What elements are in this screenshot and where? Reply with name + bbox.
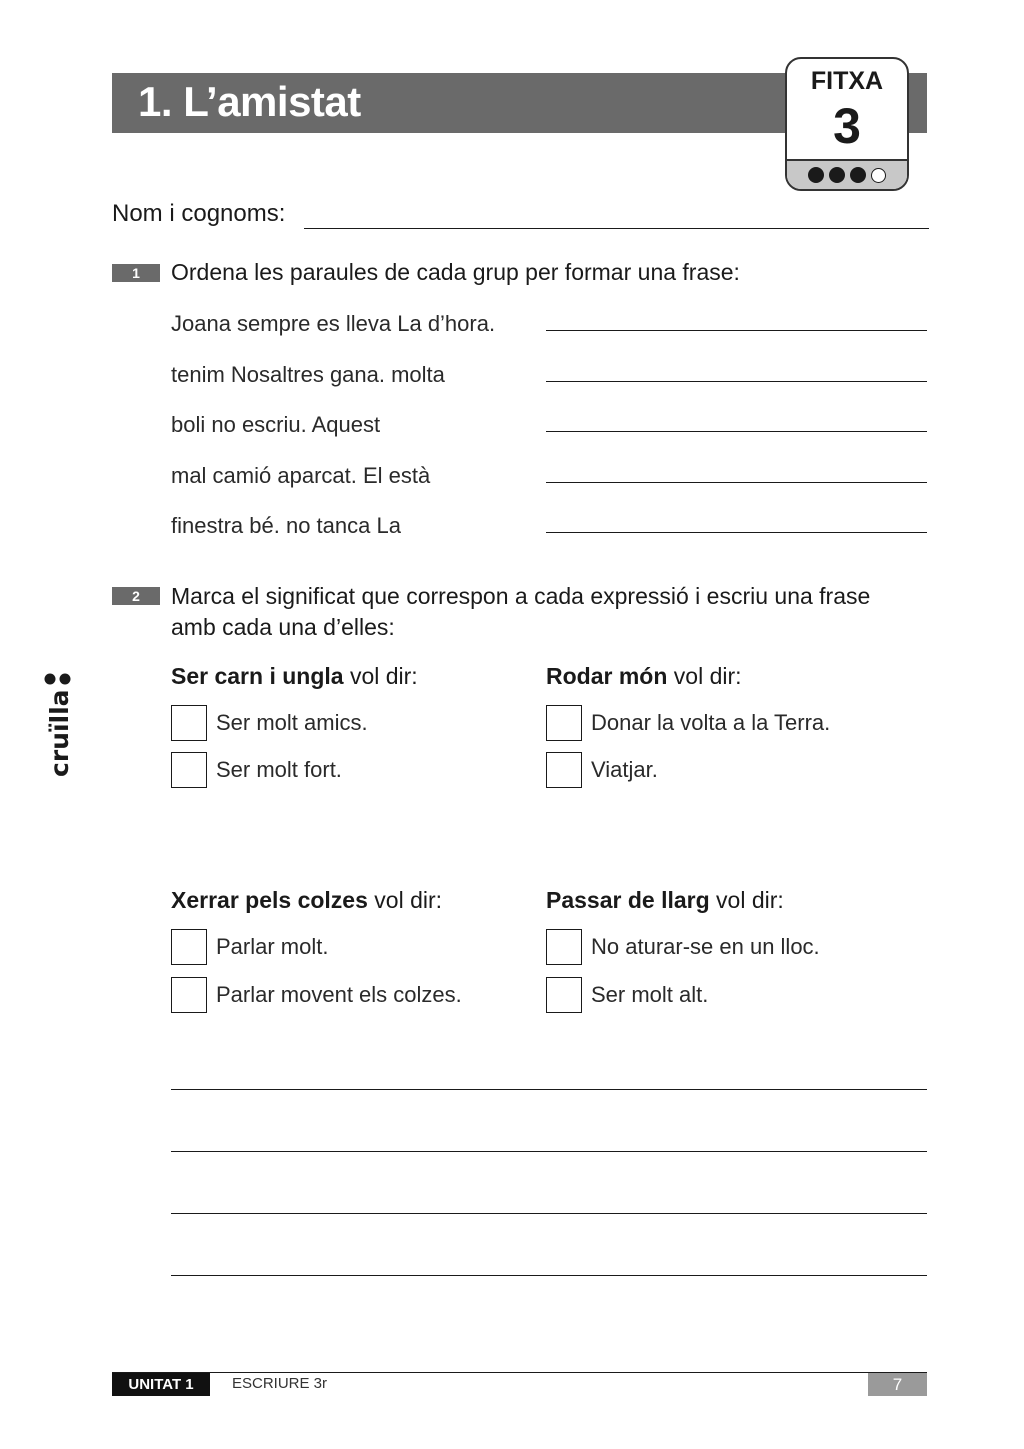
expression-heading: [171, 887, 442, 914]
option-label: Ser molt amics.: [216, 710, 368, 735]
expression-text: Xerrar pels colzes: [171, 887, 368, 913]
writing-line[interactable]: [171, 1089, 927, 1090]
footer-unit: UNITAT 1: [112, 1373, 210, 1396]
option-row: [546, 977, 708, 1013]
option-checkbox[interactable]: [546, 977, 582, 1013]
difficulty-dot-empty: [871, 168, 886, 183]
scrambled-sentence: boli no escriu. Aquest: [171, 412, 381, 437]
vol-dir-text: vol dir:: [349, 663, 418, 689]
option-label: No aturar-se en un lloc.: [591, 934, 820, 959]
name-input-line[interactable]: [304, 228, 929, 229]
option-label: Donar la volta a la Terra.: [591, 710, 831, 735]
difficulty-dot-filled: [850, 167, 866, 183]
difficulty-dot-filled: [808, 167, 824, 183]
answer-line[interactable]: [546, 532, 927, 533]
expression-text: Rodar món: [546, 663, 668, 689]
answer-line[interactable]: [546, 482, 927, 483]
exercise-number-1: 1: [112, 264, 160, 282]
option-row: [546, 929, 820, 965]
cruilla-logo: [28, 667, 80, 782]
option-label: Viatjar.: [591, 757, 658, 782]
option-label: Parlar movent els colzes.: [216, 982, 462, 1007]
name-label: Nom i cognoms:: [112, 200, 286, 227]
writing-line[interactable]: [171, 1213, 927, 1214]
option-checkbox[interactable]: [171, 752, 207, 788]
option-label: Ser molt alt.: [591, 982, 709, 1007]
option-row: [171, 705, 368, 741]
option-checkbox[interactable]: [171, 977, 207, 1013]
difficulty-dots: [787, 159, 907, 189]
logo-text: cruïlla: [45, 689, 74, 777]
option-row: [546, 752, 658, 788]
scrambled-sentence: mal camió aparcat. El està: [171, 463, 431, 488]
expression-heading: [546, 663, 742, 690]
answer-line[interactable]: [546, 381, 927, 382]
option-checkbox[interactable]: [546, 752, 582, 788]
scrambled-sentence: tenim Nosaltres gana. molta: [171, 362, 445, 387]
answer-line[interactable]: [546, 431, 927, 432]
expression-heading: [546, 887, 784, 914]
expression-text: Passar de llarg: [546, 887, 710, 913]
page-number: 7: [868, 1373, 927, 1396]
vol-dir-text: vol dir:: [374, 887, 443, 913]
badge-number: 3: [833, 98, 861, 154]
option-checkbox[interactable]: [546, 929, 582, 965]
expression-heading: [171, 663, 418, 690]
option-label: Parlar molt.: [216, 934, 329, 959]
option-row: [171, 977, 462, 1013]
difficulty-dot-filled: [829, 167, 845, 183]
option-row: [546, 705, 830, 741]
option-label: Ser molt fort.: [216, 757, 342, 782]
option-checkbox[interactable]: [171, 705, 207, 741]
option-row: [171, 929, 328, 965]
fitxa-badge: [785, 57, 909, 191]
badge-label: FITXA: [810, 67, 884, 95]
scrambled-sentence: finestra bé. no tanca La: [171, 513, 401, 538]
page-title: 1. L’amistat: [138, 78, 361, 125]
option-row: [171, 752, 342, 788]
answer-line[interactable]: [546, 330, 927, 331]
footer-rule: [112, 1372, 927, 1373]
vol-dir-text: vol dir:: [673, 663, 742, 689]
exercise-number-2: 2: [112, 587, 160, 605]
option-checkbox[interactable]: [171, 929, 207, 965]
option-checkbox[interactable]: [546, 705, 582, 741]
writing-line[interactable]: [171, 1275, 927, 1276]
exercise-2-instruction-line2: amb cada una d’elles:: [171, 614, 395, 640]
footer-subject: ESCRIURE 3r: [232, 1375, 328, 1392]
scrambled-sentence: Joana sempre es lleva La d’hora.: [171, 311, 496, 336]
exercise-2-instruction-line1: Marca el significat que correspon a cada expressió i escriu una frase: [171, 583, 871, 609]
expression-text: Ser carn i ungla: [171, 663, 344, 689]
exercise-1-instruction: Ordena les paraules de cada grup per formar una frase:: [171, 259, 740, 285]
writing-line[interactable]: [171, 1151, 927, 1152]
vol-dir-text: vol dir:: [716, 887, 784, 913]
